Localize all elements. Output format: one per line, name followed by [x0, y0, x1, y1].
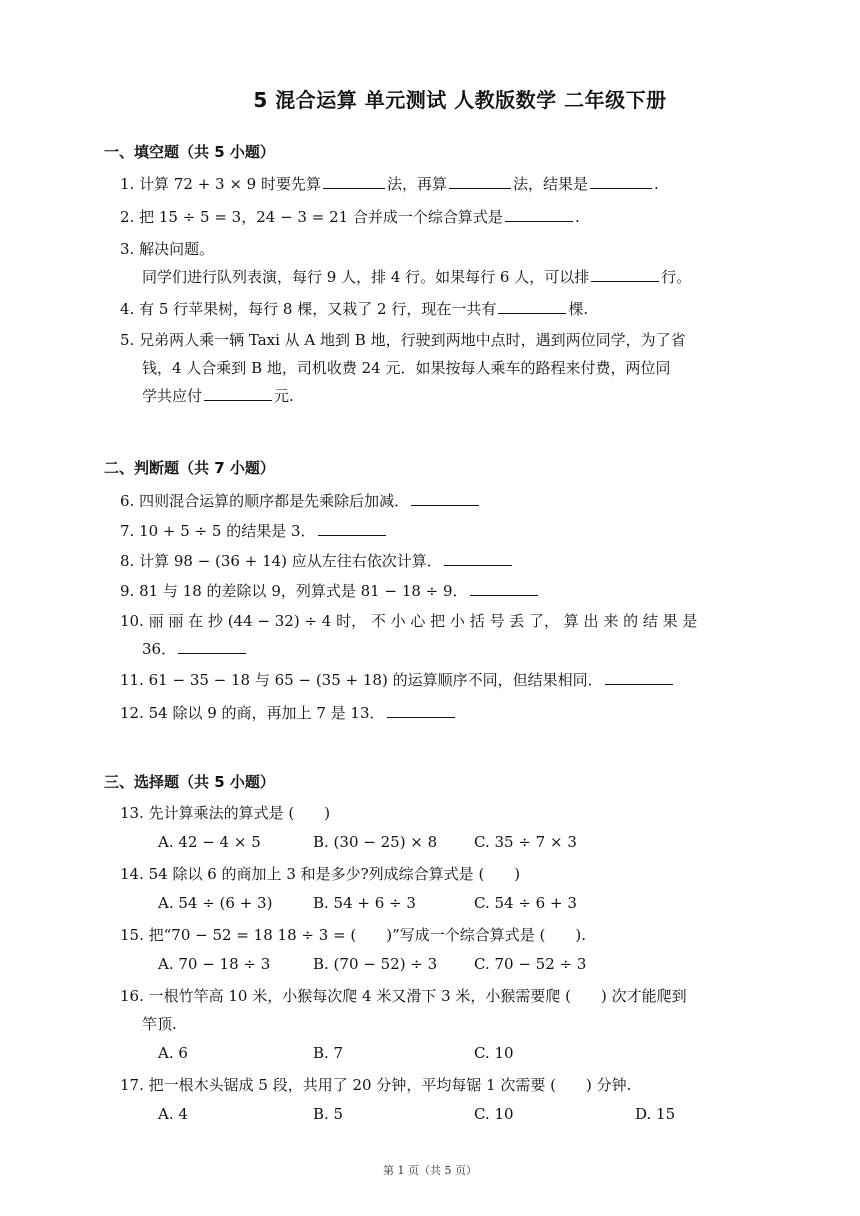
option-a[interactable]: A. 4 [158, 1105, 188, 1123]
option-a[interactable]: A. 70 − 18 ÷ 3 [158, 955, 271, 973]
answer-blank[interactable] [591, 267, 659, 282]
answer-blank[interactable] [470, 581, 538, 596]
answer-blank[interactable] [444, 551, 512, 566]
option-c[interactable]: C. 10 [474, 1044, 514, 1062]
answer-blank[interactable] [318, 521, 386, 536]
question-9: 9. 81 与 18 的差除以 9，列算式是 81 − 18 ÷ 9． [120, 580, 540, 602]
answer-blank[interactable] [323, 174, 385, 189]
option-b[interactable]: B. 7 [313, 1044, 344, 1062]
question-11: 11. 61 − 35 − 18 与 65 − (35 + 18) 的运算顺序不同，但结果相同． [120, 669, 675, 691]
question-4: 4. 有 5 行苹果树，每行 8 棵，又栽了 2 行，现在一共有 棵. [120, 300, 589, 318]
question-12: 12. 54 除以 9 的商，再加上 7 是 13． [120, 702, 457, 724]
question-16: 16. 一根竹竿高 10 米，小猴每次爬 4 米又滑下 3 米，小猴需要爬 ( ) 次才能爬到 [120, 987, 687, 1005]
answer-blank[interactable] [178, 639, 246, 654]
page-title: 5 混合运算 单元测试 人教版数学 二年级下册 [253, 88, 667, 112]
question-3: 3. 解决问题。 [120, 240, 215, 258]
section-multiple-choice-heading: 三、选择题（共 5 小题） [104, 773, 275, 791]
answer-blank[interactable] [411, 491, 479, 506]
option-c[interactable]: C. 35 ÷ 7 × 3 [474, 833, 577, 851]
question-7: 7. 10 + 5 ÷ 5 的结果是 3． [120, 520, 388, 542]
option-a[interactable]: A. 6 [158, 1044, 188, 1062]
option-a[interactable]: A. 42 − 4 × 5 [158, 833, 261, 851]
question-10: 10. 丽 丽 在 抄 (44 − 32) ÷ 4 时， 不 小 心 把 小 括 号 丢 了， 算 出 来 的 结 果 是 [120, 612, 698, 630]
option-c[interactable]: C. 10 [474, 1105, 514, 1123]
question-8: 8. 计算 98 − (36 + 14) 应从左往右依次计算． [120, 550, 514, 572]
page-footer: 第 1 页（共 5 页） [383, 1164, 477, 1177]
answer-blank[interactable] [449, 174, 511, 189]
question-10-cont: 36． [142, 638, 248, 660]
question-15: 15. 把“70 − 52 = 18 18 ÷ 3 = ( )”写成一个综合算式是 ( ). [120, 926, 586, 944]
question-5: 5. 兄弟两人乘一辆 Taxi 从 A 地到 B 地，行驶到两地中点时，遇到两位同学，为了省 [120, 331, 686, 349]
question-3-body: 同学们进行队列表演，每行 9 人，排 4 行。如果每行 6 人，可以排 行。 [142, 268, 692, 286]
answer-blank[interactable] [605, 670, 673, 685]
section-fill-in-heading: 一、填空题（共 5 小题） [104, 143, 275, 161]
question-13: 13. 先计算乘法的算式是 ( ) [120, 804, 331, 822]
question-6: 6. 四则混合运算的顺序都是先乘除后加减． [120, 490, 481, 512]
option-b[interactable]: B. 5 [313, 1105, 344, 1123]
option-b[interactable]: B. (30 − 25) × 8 [313, 833, 438, 851]
option-a[interactable]: A. 54 ÷ (6 + 3) [158, 894, 273, 912]
answer-blank[interactable] [387, 703, 455, 718]
question-5-cont2: 学共应付 元. [142, 387, 294, 405]
question-17: 17. 把一根木头锯成 5 段，共用了 20 分钟，平均每锯 1 次需要 ( ) 分钟. [120, 1076, 632, 1094]
option-b[interactable]: B. (70 − 52) ÷ 3 [313, 955, 438, 973]
question-1: 1. 计算 72 + 3 × 9 时要先算 法，再算 法，结果是 . [120, 175, 659, 193]
answer-blank[interactable] [590, 174, 652, 189]
question-5-cont: 钱，4 人合乘到 B 地，司机收费 24 元．如果按每人乘车的路程来付费，两位同 [142, 359, 671, 377]
option-c[interactable]: C. 70 − 52 ÷ 3 [474, 955, 587, 973]
question-16-cont: 竿顶. [142, 1015, 177, 1033]
option-d[interactable]: D. 15 [635, 1105, 676, 1123]
section-true-false-heading: 二、判断题（共 7 小题） [104, 459, 275, 477]
answer-blank[interactable] [498, 299, 566, 314]
question-2: 2. 把 15 ÷ 5 = 3，24 − 3 = 21 合并成一个综合算式是 . [120, 208, 580, 226]
answer-blank[interactable] [505, 207, 573, 222]
option-c[interactable]: C. 54 ÷ 6 + 3 [474, 894, 577, 912]
option-b[interactable]: B. 54 + 6 ÷ 3 [313, 894, 416, 912]
question-14: 14. 54 除以 6 的商加上 3 和是多少?列成综合算式是 ( ) [120, 865, 521, 883]
answer-blank[interactable] [204, 386, 272, 401]
